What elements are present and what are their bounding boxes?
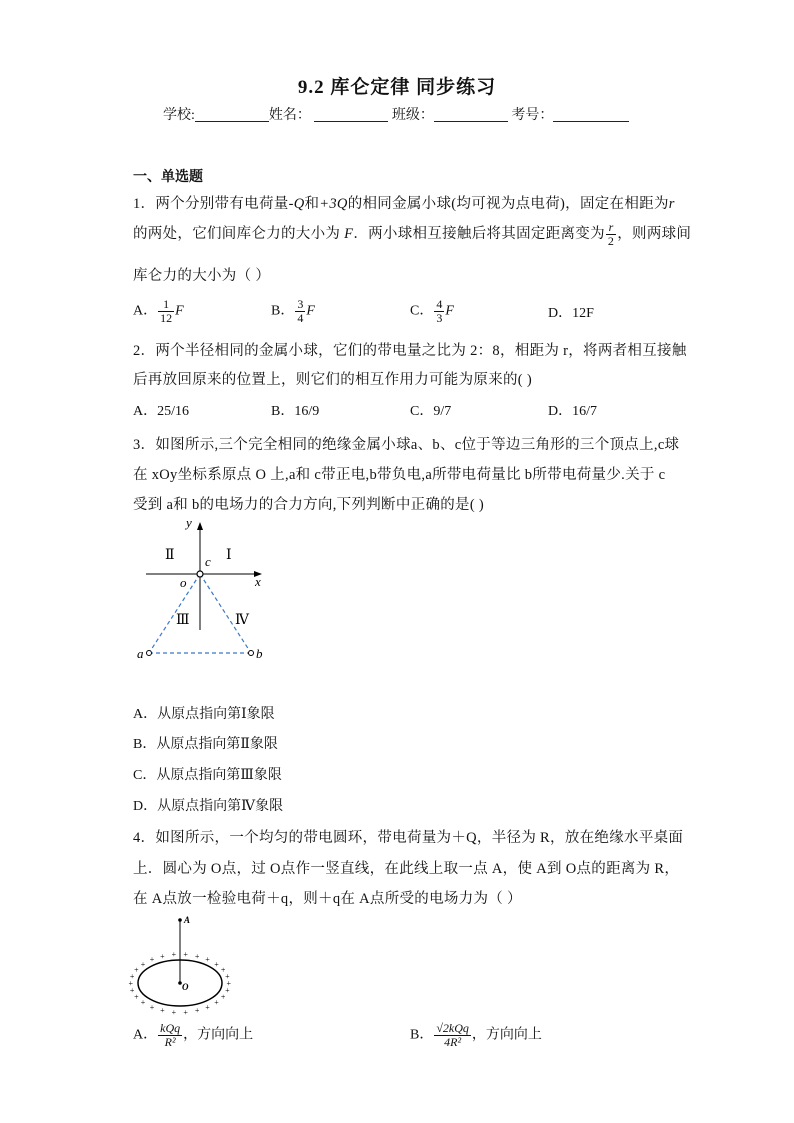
y-arrow-icon xyxy=(197,522,203,530)
q2-option-a[interactable]: A．25/16 xyxy=(133,404,190,419)
exam-no-label: 考号： xyxy=(511,108,554,123)
q2-line1: 2．两个半径相同的金属小球，它们的带电量之比为 2：8，相距为 r，将两者相互接触 xyxy=(133,343,687,359)
o-label: O xyxy=(182,982,189,992)
q4-line1: 4．如图所示，一个均匀的带电圆环，带电荷量为＋Q，半径为 R，放在绝缘水平桌面 xyxy=(133,830,684,846)
q3-option-a[interactable]: A．从原点指向第Ⅰ象限 xyxy=(133,707,275,722)
exam-no-blank[interactable] xyxy=(553,107,629,122)
plus-sign: + xyxy=(140,959,146,969)
plus-sign: + xyxy=(194,1006,200,1016)
q2-option-b[interactable]: B．16/9 xyxy=(271,404,320,419)
side-ca xyxy=(149,574,200,653)
q3-option-c[interactable]: C．从原点指向第Ⅲ象限 xyxy=(133,768,282,783)
q1-option-d[interactable]: D．12F xyxy=(548,306,594,321)
q3-line1: 3．如图所示,三个完全相同的绝缘金属小球a、b、c位于等边三角形的三个顶点上,c球 xyxy=(133,437,680,453)
class-label: 班级： xyxy=(391,108,434,123)
ball-c xyxy=(197,571,203,577)
ball-a xyxy=(147,651,152,656)
page-title: 9.2 库仑定律 同步练习 xyxy=(297,77,497,98)
plus-sign: + xyxy=(149,955,155,965)
q4-line2: 上．圆心为 O点，过 O点作一竖直线，在此线上取一点 A，使 A到 O点的距离为 R， xyxy=(133,861,680,877)
q1-line2: 的两处，它们间库仑力的大小为 F．两小球相互接触后将其固定距离变为 $\frac{r}{2}$ ，则两球间 xyxy=(133,220,692,248)
b-label: b xyxy=(256,646,263,661)
plus-sign: + xyxy=(205,1002,210,1012)
name-blank[interactable] xyxy=(314,107,388,122)
ball-b xyxy=(249,651,254,656)
plus-sign: + xyxy=(183,1007,188,1017)
school-label: 学校: xyxy=(163,108,195,123)
a-label: A xyxy=(184,915,191,925)
plus-sign: + xyxy=(225,972,230,982)
q1-option-a[interactable]: A． $\frac{1}{12}$ F xyxy=(133,297,184,325)
quadrant-3-label: Ⅲ xyxy=(176,613,190,628)
q4-line3: 在 A点放一检验电荷＋q，则＋q在 A点所受的电场力为（ ） xyxy=(133,891,522,907)
plus-sign: + xyxy=(171,950,177,960)
q3-figure xyxy=(130,510,280,670)
plus-sign: + xyxy=(220,965,226,975)
plus-sign: + xyxy=(129,972,135,982)
quadrant-2-label: Ⅱ xyxy=(165,548,175,563)
q3-option-b[interactable]: B．从原点指向第Ⅱ象限 xyxy=(133,737,278,752)
plus-sign: + xyxy=(140,998,146,1008)
plus-sign: + xyxy=(160,1006,165,1016)
q1-line3: 库仑力的大小为（ ） xyxy=(133,268,271,284)
q3-option-d[interactable]: D．从原点指向第Ⅳ象限 xyxy=(133,799,284,814)
c-label: c xyxy=(205,554,211,569)
quadrant-1-label: Ⅰ xyxy=(226,548,232,563)
q4-option-a[interactable]: A． $\frac{\text{kQq}}{\text{R²}}$ ，方向向上 xyxy=(133,1021,254,1049)
q1-line1: 1．两个分别带有电荷量-Q和+3Q的相同金属小球(均可视为点电荷)，固定在相距为r xyxy=(133,196,675,212)
q4-option-b[interactable]: B． $\frac{\text{√2kQq}}{\text{4R²}}$ ，方向向上 xyxy=(410,1021,542,1049)
q3-line3: 受到 a和 b的电场力的合力方向,下列判断中正确的是( ) xyxy=(133,497,485,513)
plus-sign: + xyxy=(134,992,139,1002)
point-a-dot xyxy=(178,918,182,922)
plus-sign: + xyxy=(134,965,139,975)
plus-sign: + xyxy=(205,955,210,965)
class-blank[interactable] xyxy=(434,107,508,122)
q1-option-c[interactable]: C． $\frac{4}{3}$ F xyxy=(410,297,454,325)
fraction: $\frac{r}{2}$ xyxy=(607,220,615,248)
q4-figure xyxy=(130,908,235,1020)
student-info-line xyxy=(163,104,629,124)
q2-line2: 后再放回原来的位置上，则它们的相互作用力可能为原来的( ) xyxy=(133,372,532,388)
plus-sign: + xyxy=(129,985,135,995)
quadrant-4-label: Ⅳ xyxy=(235,613,249,628)
q1-option-b[interactable]: B． $\frac{3}{4}$ F xyxy=(271,297,315,325)
section-title: 一、单选题 xyxy=(133,170,203,185)
plus-sign: + xyxy=(171,1007,177,1017)
plus-sign: + xyxy=(226,979,232,988)
x-label: x xyxy=(255,574,261,589)
q3-line2: 在 xOy坐标系原点 O 上,a和 c带正电,b带负电,a所带电荷量比 b所带电荷量少.关于 c xyxy=(133,467,666,483)
plus-sign: + xyxy=(214,959,219,969)
y-label: y xyxy=(186,515,192,530)
a-label: a xyxy=(137,646,144,661)
plus-sign: + xyxy=(225,985,230,995)
origin-label: o xyxy=(180,575,187,590)
plus-sign: + xyxy=(194,951,200,961)
plus-sign: + xyxy=(214,998,219,1008)
plus-sign: + xyxy=(183,950,188,960)
name-label: 姓名： xyxy=(268,108,311,123)
q2-option-d[interactable]: D．16/7 xyxy=(548,404,598,419)
school-blank[interactable] xyxy=(195,107,269,122)
plus-sign: + xyxy=(149,1002,155,1012)
plus-sign: + xyxy=(128,979,134,988)
q2-option-c[interactable]: C．9/7 xyxy=(410,404,452,419)
plus-sign: + xyxy=(220,992,226,1002)
plus-sign: + xyxy=(160,951,165,961)
